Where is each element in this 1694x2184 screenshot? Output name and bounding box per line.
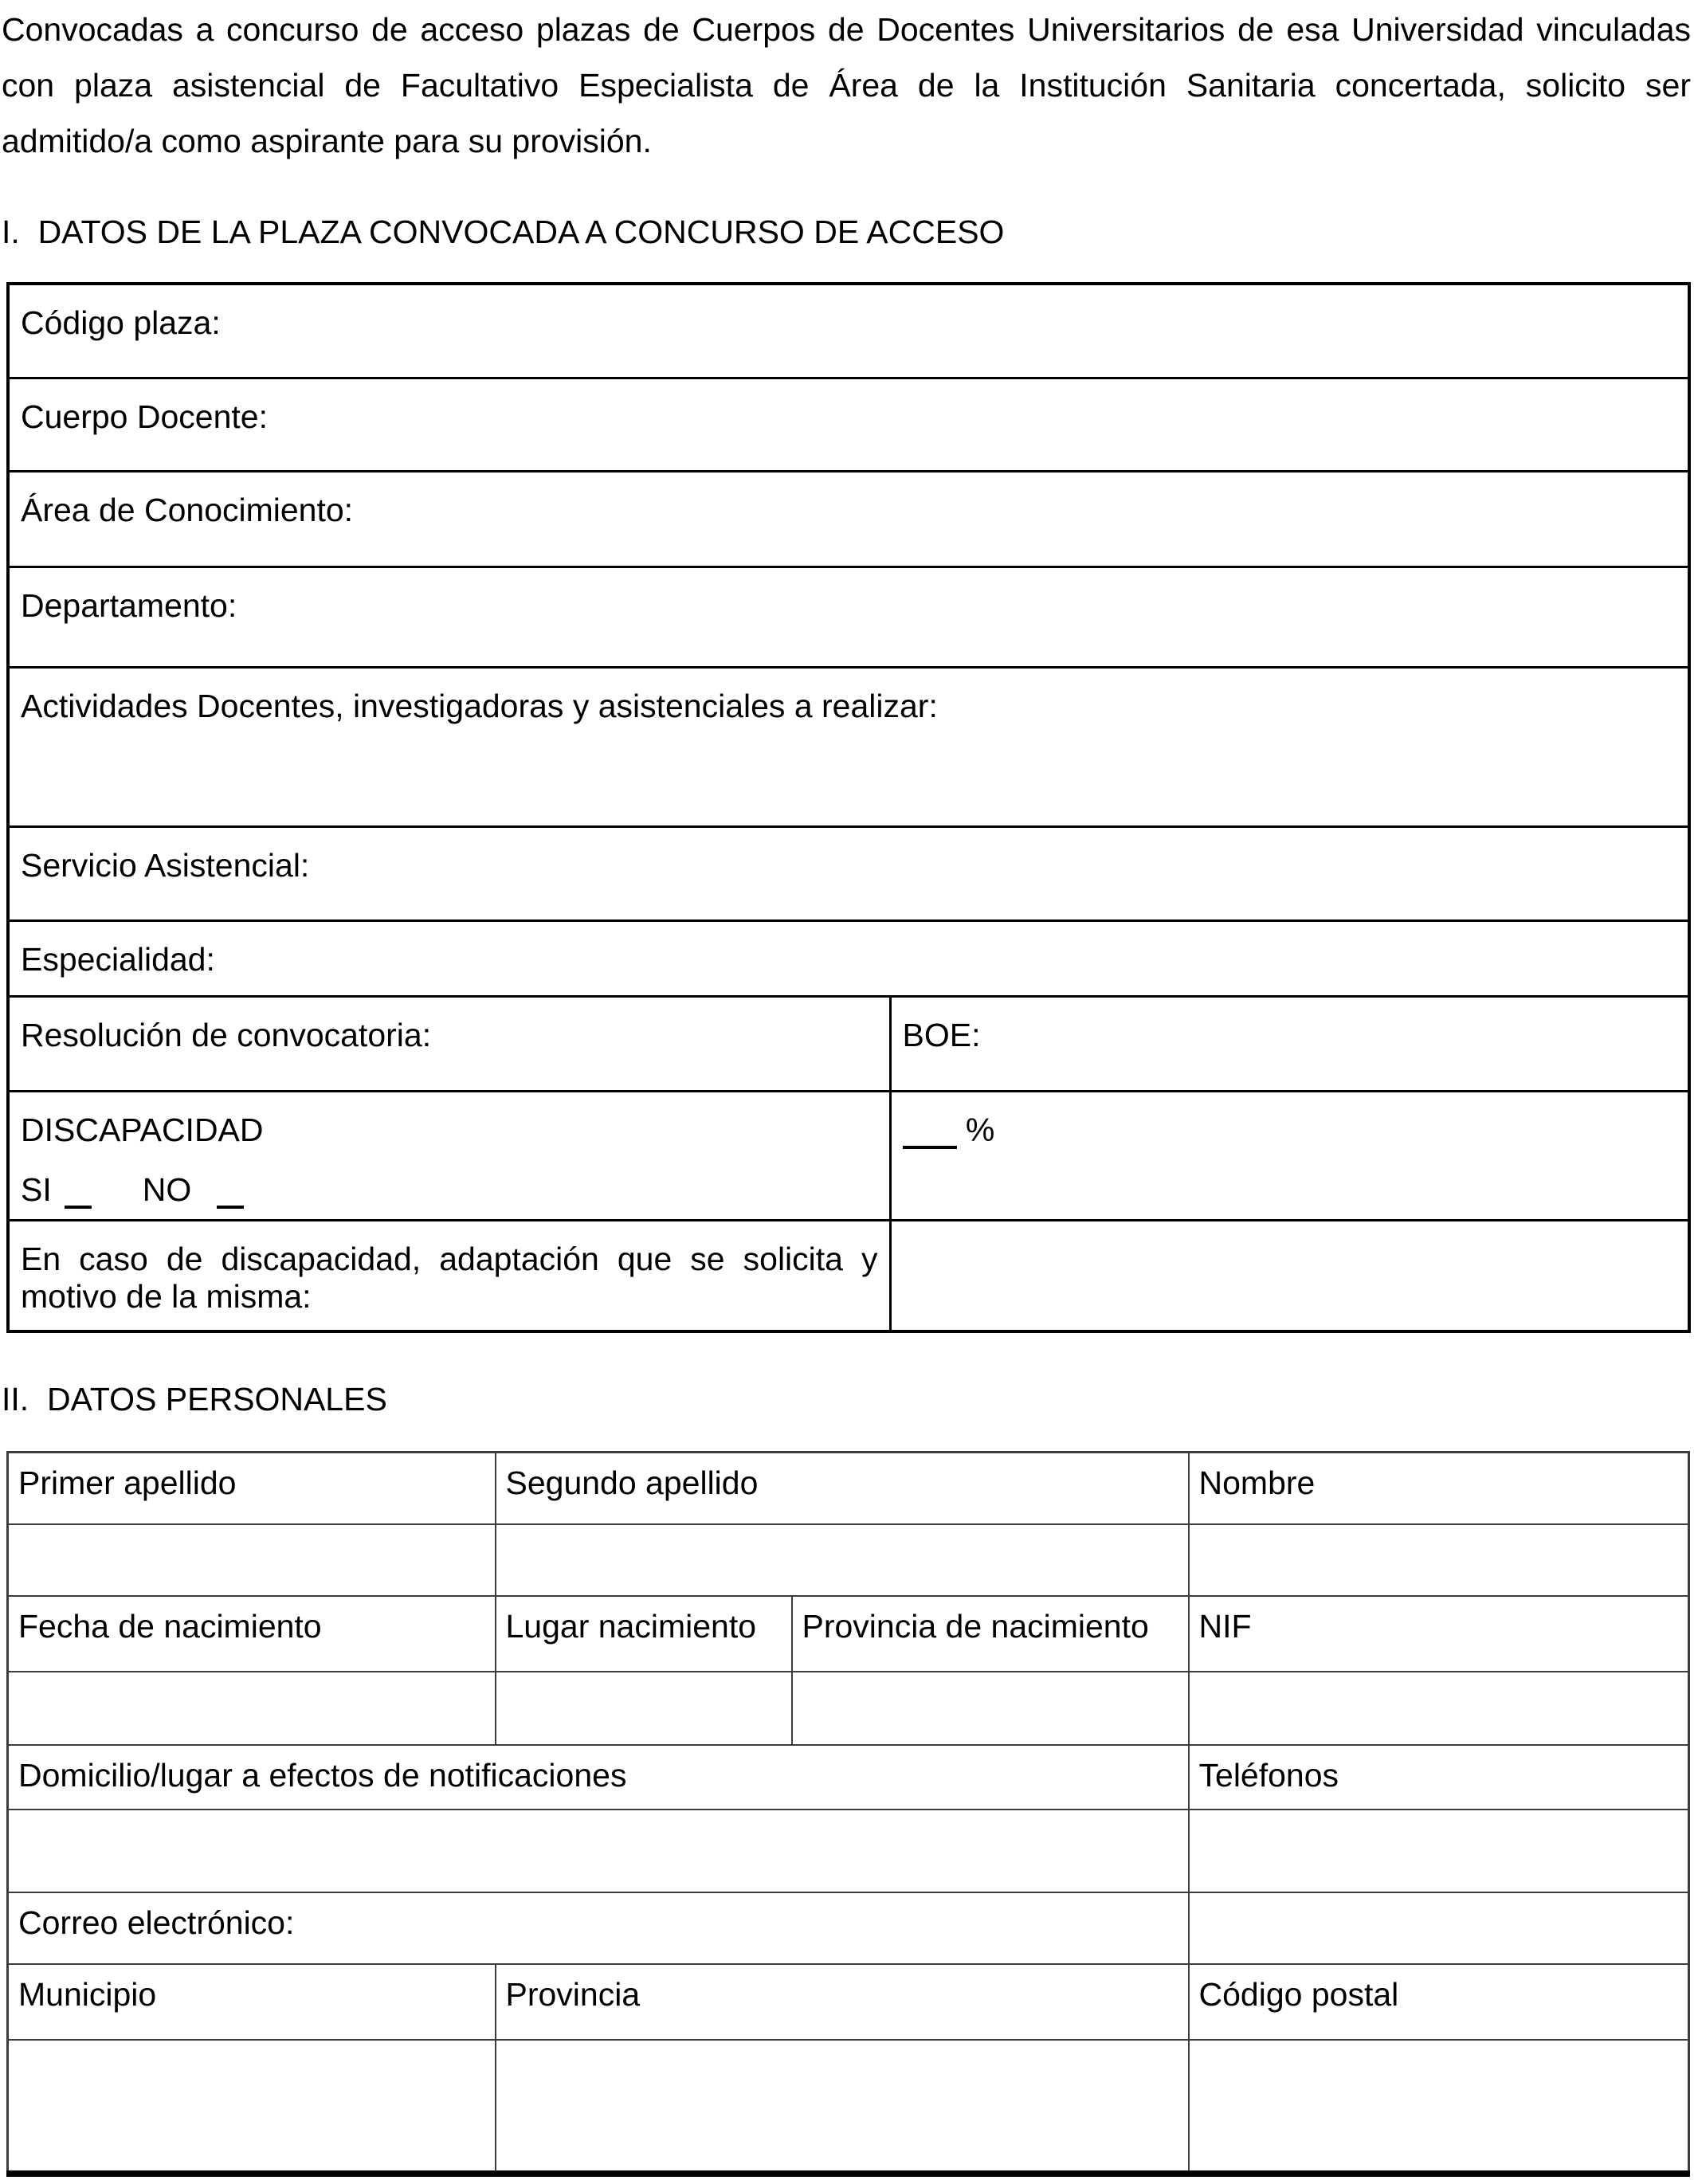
- table-row: [8, 1524, 1689, 1596]
- telefonos-label: Teléfonos: [1189, 1745, 1689, 1810]
- table-row: [8, 471, 1689, 567]
- field-nombre[interactable]: [1189, 1524, 1689, 1596]
- discapacidad-cell: [8, 1091, 890, 1220]
- table-row: [8, 284, 1689, 378]
- primer-apellido-label: Primer apellido: [8, 1453, 496, 1524]
- no-checkbox-blank[interactable]: [217, 1206, 244, 1209]
- intro-line-2: con plaza asistencial de Facultativo Especialista de Área de la Institución Sanitaria concertada, solicito ser: [2, 67, 1691, 104]
- field-provincia[interactable]: [496, 2040, 1189, 2174]
- table-row: [8, 378, 1689, 471]
- table-row: [8, 1964, 1689, 2040]
- provincia-label: Provincia: [496, 1964, 1189, 2040]
- table-row: [8, 667, 1689, 826]
- table-row: [8, 1220, 1689, 1331]
- fecha-nacimiento-label: Fecha de nacimiento: [8, 1596, 496, 1672]
- si-checkbox-blank[interactable]: [65, 1206, 92, 1209]
- field-fecha-nacimiento[interactable]: [8, 1672, 496, 1745]
- provincia-nacimiento-label: Provincia de nacimiento: [792, 1596, 1189, 1672]
- servicio-asistencial-label[interactable]: Servicio Asistencial:: [8, 826, 1689, 920]
- intro-paragraph: [2, 2, 1691, 169]
- section1-heading: I. DATOS DE LA PLAZA CONVOCADA A CONCURSO DE ACCESO: [2, 214, 1005, 250]
- actividades-label[interactable]: Actividades Docentes, investigadoras y asistenciales a realizar:: [8, 667, 1689, 826]
- personales-table: [6, 1451, 1690, 2177]
- table-row: [8, 1596, 1689, 1672]
- field-lugar-nacimiento[interactable]: [496, 1672, 792, 1745]
- intro-line-3: admitido/a como aspirante para su provisión.: [2, 123, 652, 159]
- correo-electronico-label[interactable]: Correo electrónico:: [8, 1892, 1189, 1964]
- si-no-line: [21, 1171, 878, 1209]
- field-adaptacion[interactable]: [890, 1220, 1689, 1331]
- codigo-plaza-label[interactable]: Código plaza:: [8, 284, 1689, 378]
- percent-cell: [890, 1091, 1689, 1220]
- field-domicilio[interactable]: [8, 1810, 1189, 1892]
- table-row: [8, 567, 1689, 667]
- table-row: [8, 1810, 1689, 1892]
- field-municipio[interactable]: [8, 2040, 496, 2174]
- table-row: [8, 1091, 1689, 1220]
- nif-label: NIF: [1189, 1596, 1689, 1672]
- table-row: [8, 1672, 1689, 1745]
- table-row: [8, 2040, 1689, 2174]
- plaza-table: [6, 282, 1691, 1333]
- adaptacion-label: En caso de discapacidad, adaptación que se solicita y motivo de la misma:: [8, 1220, 890, 1331]
- discapacidad-percent-blank[interactable]: [903, 1146, 957, 1149]
- domicilio-label: Domicilio/lugar a efectos de notificaciones: [8, 1745, 1189, 1810]
- departamento-label[interactable]: Departamento:: [8, 567, 1689, 667]
- segundo-apellido-label: Segundo apellido: [496, 1453, 1189, 1524]
- municipio-label: Municipio: [8, 1964, 496, 2040]
- table-row: [8, 1745, 1689, 1810]
- si-label: SI: [21, 1170, 52, 1208]
- area-conocimiento-label[interactable]: Área de Conocimiento:: [8, 471, 1689, 567]
- resolucion-convocatoria-label[interactable]: Resolución de convocatoria:: [8, 996, 890, 1091]
- table-row: [8, 826, 1689, 920]
- field-correo-electronico[interactable]: [1189, 1892, 1689, 1964]
- table-row: [8, 1453, 1689, 1524]
- percent-sign: %: [965, 1111, 995, 1148]
- field-provincia-nacimiento[interactable]: [792, 1672, 1189, 1745]
- especialidad-label[interactable]: Especialidad:: [8, 920, 1689, 996]
- nombre-label: Nombre: [1189, 1453, 1689, 1524]
- codigo-postal-label: Código postal: [1189, 1964, 1689, 2040]
- cuerpo-docente-label[interactable]: Cuerpo Docente:: [8, 378, 1689, 471]
- field-segundo-apellido[interactable]: [496, 1524, 1189, 1596]
- field-nif[interactable]: [1189, 1672, 1689, 1745]
- section2-heading: II. DATOS PERSONALES: [2, 1381, 387, 1417]
- discapacidad-label: DISCAPACIDAD: [21, 1111, 264, 1148]
- field-telefonos[interactable]: [1189, 1810, 1689, 1892]
- field-primer-apellido[interactable]: [8, 1524, 496, 1596]
- table-row: [8, 996, 1689, 1091]
- table-row: [8, 920, 1689, 996]
- table-row: [8, 1892, 1689, 1964]
- intro-line-1: Convocadas a concurso de acceso plazas de Cuerpos de Docentes Universitarios de esa Universidad vinculadas: [2, 11, 1691, 48]
- boe-label[interactable]: BOE:: [890, 996, 1689, 1091]
- field-codigo-postal[interactable]: [1189, 2040, 1689, 2174]
- no-label: NO: [142, 1170, 192, 1208]
- lugar-nacimiento-label: Lugar nacimiento: [496, 1596, 792, 1672]
